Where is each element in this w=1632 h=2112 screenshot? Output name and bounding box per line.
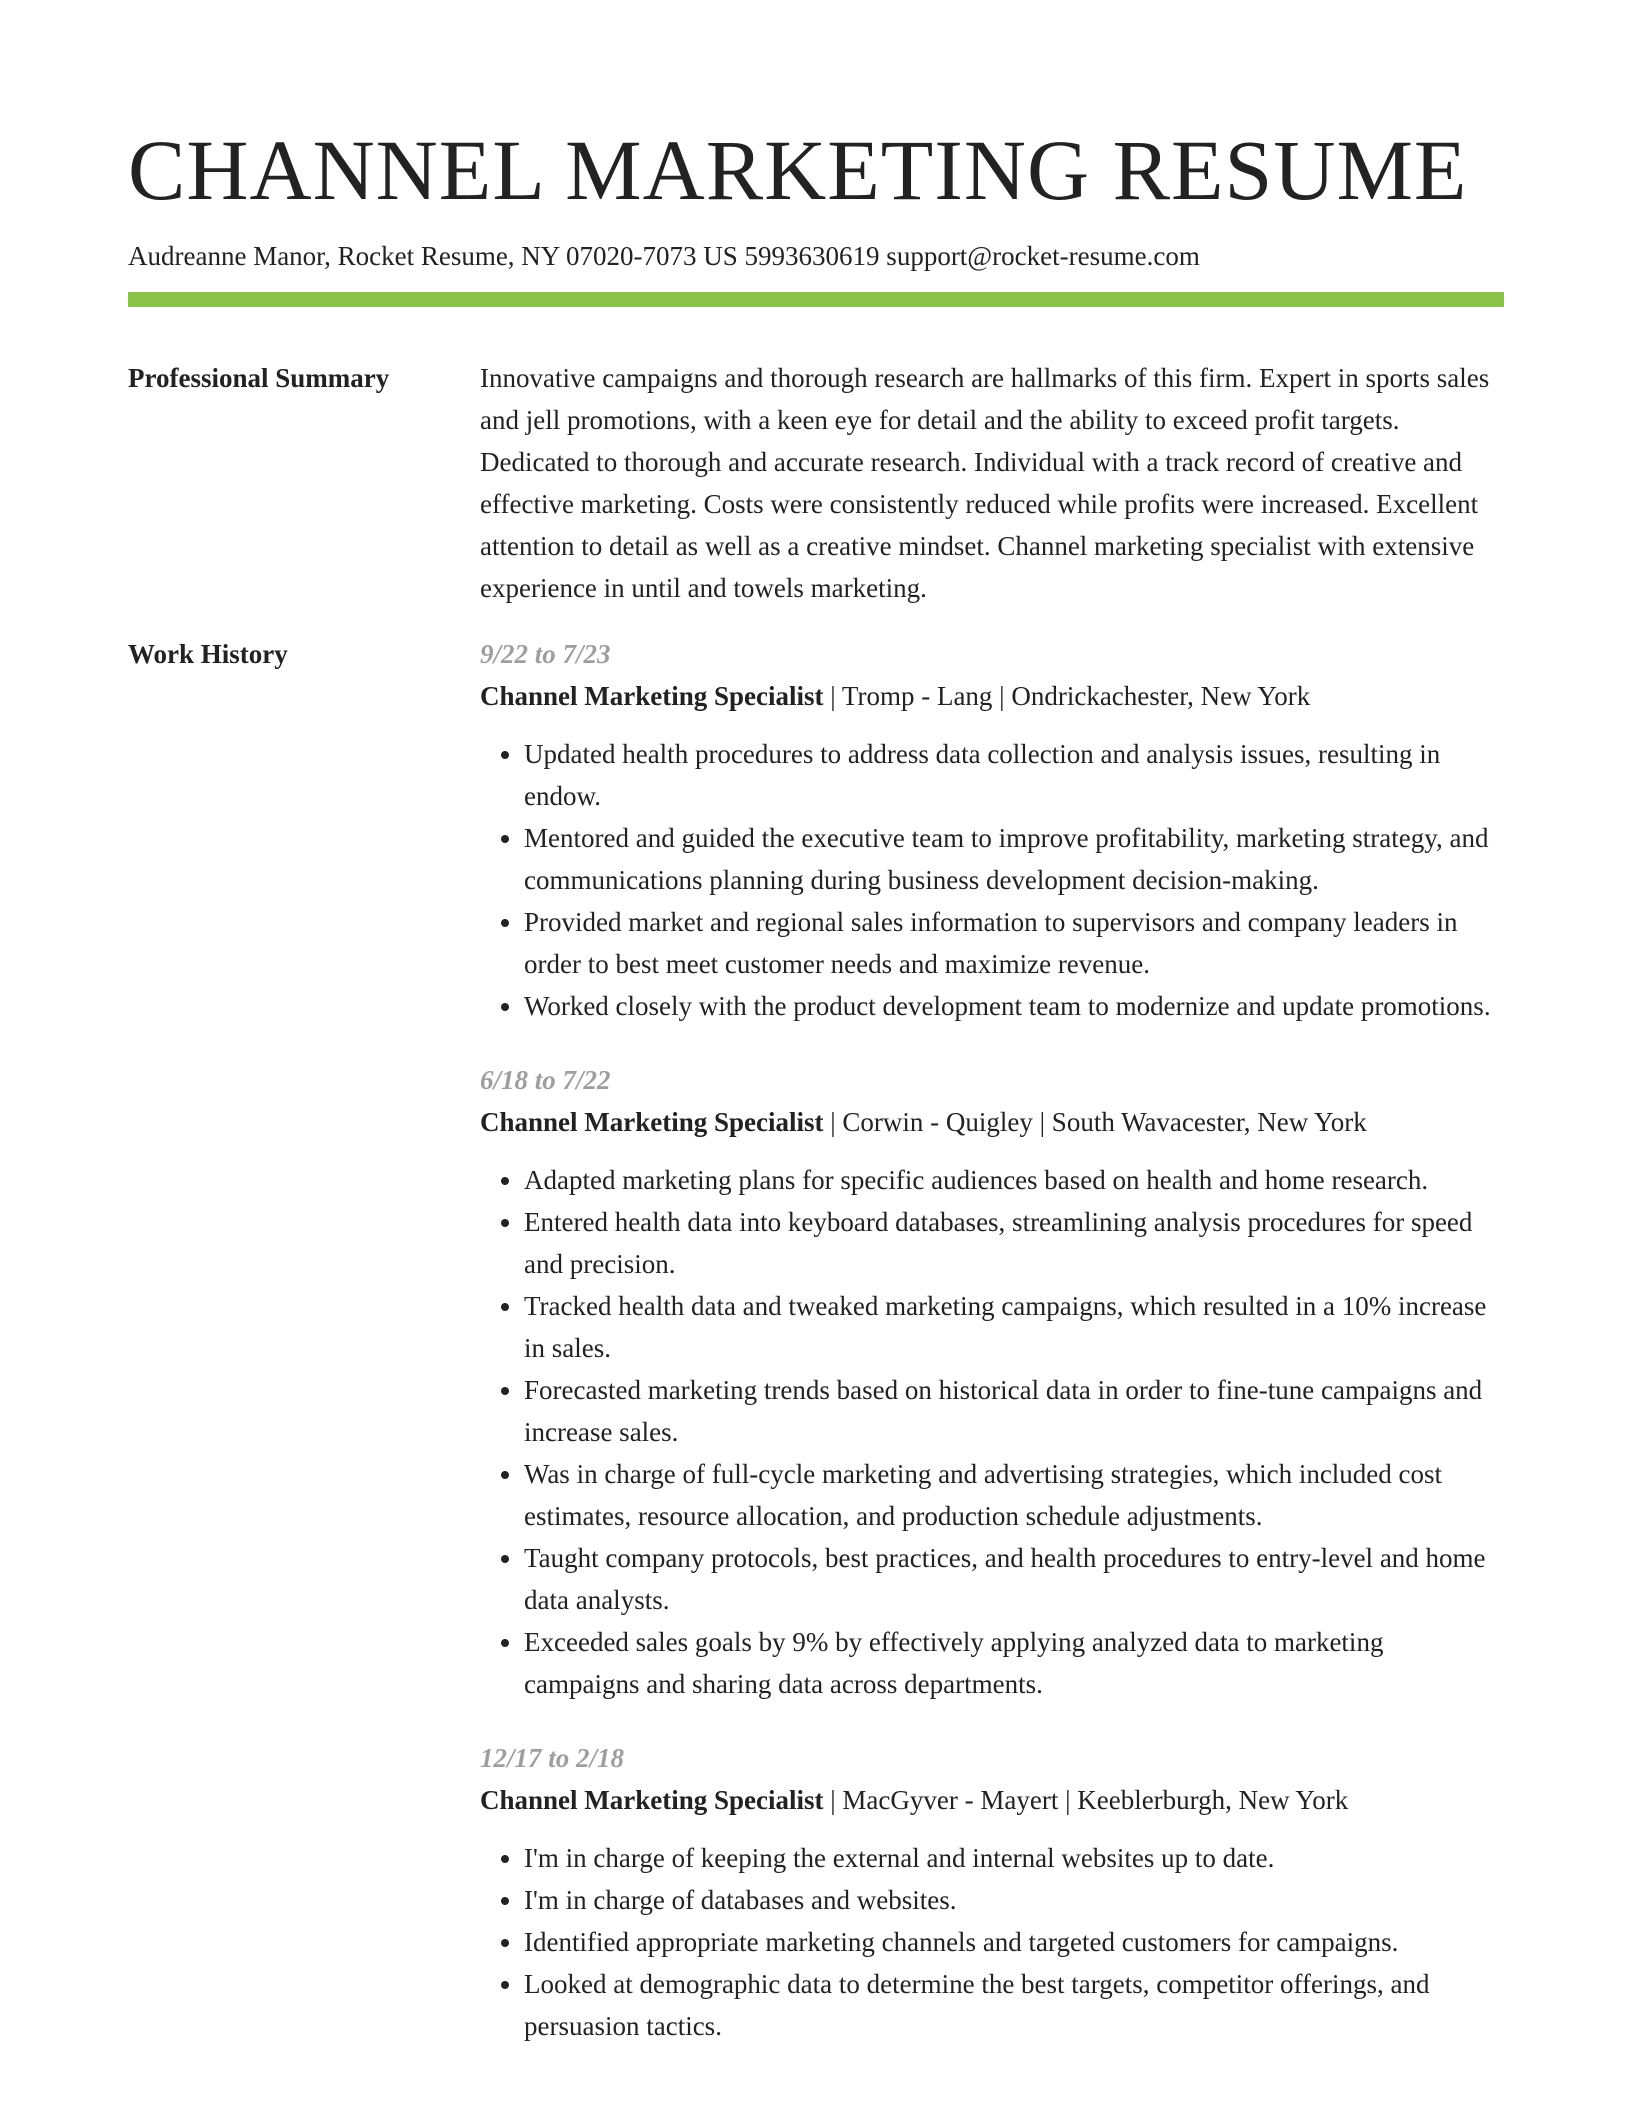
work-history-section: [128, 633, 1504, 2079]
job-heading: [480, 675, 1504, 717]
bullet-item: • Tracked health data and tweaked marketing campaigns, which resulted in a 10% increase in sales.: [524, 1285, 1504, 1369]
contact-line: Audreanne Manor, Rocket Resume, NY 07020-7073 US 5993630619 support@rocket-resume.com: [128, 241, 1200, 271]
job-bullets: [480, 1159, 1504, 1705]
bullet-item: • Looked at demographic data to determine the best targets, competitor offerings, and persuasion tactics.: [524, 1963, 1504, 2047]
job-heading: [480, 1779, 1504, 1821]
job-entry: [480, 1737, 1504, 2047]
bullet-item: • Identified appropriate marketing channels and targeted customers for campaigns.: [524, 1921, 1504, 1963]
bullet-item: • Mentored and guided the executive team to improve profitability, marketing strategy, and communications planning during business development decision-making.: [524, 817, 1504, 901]
bullet-item: • Forecasted marketing trends based on historical data in order to fine-tune campaigns and increase sales.: [524, 1369, 1504, 1453]
job-title: Channel Marketing Specialist: [480, 1107, 824, 1137]
job-details: | MacGyver - Mayert | Keeblerburgh, New York: [823, 1785, 1349, 1815]
job-details: | Corwin - Quigley | South Wavacester, New York: [823, 1107, 1367, 1137]
bullet-item: • I'm in charge of databases and websites.: [524, 1879, 1504, 1921]
job-dates: 6/18 to 7/22: [480, 1065, 611, 1095]
job-entry: [480, 1059, 1504, 1705]
professional-summary-section: [128, 357, 1504, 609]
bullet-item: • Adapted marketing plans for specific audiences based on health and home research.: [524, 1159, 1504, 1201]
bullet-item: • Exceeded sales goals by 9% by effectively applying analyzed data to marketing campaigns and sharing data across departments.: [524, 1621, 1504, 1705]
resume-page: [128, 0, 1504, 2079]
job-title: Channel Marketing Specialist: [480, 1785, 824, 1815]
bullet-item: • Was in charge of full-cycle marketing and advertising strategies, which included cost estimates, resource allocation, and production schedule adjustments.: [524, 1453, 1504, 1537]
bullet-item: • I'm in charge of keeping the external and internal websites up to date.: [524, 1837, 1504, 1879]
bullet-item: • Entered health data into keyboard databases, streamlining analysis procedures for speed and precision.: [524, 1201, 1504, 1285]
bullet-item: • Provided market and regional sales information to supervisors and company leaders in order to best meet customer needs and maximize revenue.: [524, 901, 1504, 985]
job-entry: [480, 633, 1504, 1027]
section-title-summary: Professional Summary: [128, 363, 390, 393]
section-title-work-history: Work History: [128, 639, 288, 669]
accent-divider: [128, 292, 1504, 307]
job-bullets: [480, 733, 1504, 1027]
bullet-item: • Taught company protocols, best practices, and health procedures to entry-level and home data analysts.: [524, 1537, 1504, 1621]
job-title: Channel Marketing Specialist: [480, 681, 824, 711]
resume-title: CHANNEL MARKETING RESUME: [128, 122, 1468, 218]
job-heading: [480, 1101, 1504, 1143]
job-dates: 9/22 to 7/23: [480, 639, 611, 669]
bullet-item: • Updated health procedures to address data collection and analysis issues, resulting in endow.: [524, 733, 1504, 817]
job-bullets: [480, 1837, 1504, 2047]
summary-text: Innovative campaigns and thorough research are hallmarks of this firm. Expert in sports sales and jell promotions, with a keen eye for detail and the ability to exceed profit targets. Dedicated to thorough and accurate research. Individual with a track record of creative and effective marketing. Costs were consistently reduced while profits were increased. Excellent attention to detail as well as a creative mindset. Channel marketing specialist with extensive experience in until and towels marketing.: [480, 363, 1490, 603]
job-dates: 12/17 to 2/18: [480, 1743, 625, 1773]
job-details: | Tromp - Lang | Ondrickachester, New York: [823, 681, 1311, 711]
bullet-item: • Worked closely with the product development team to modernize and update promotions.: [524, 985, 1504, 1027]
